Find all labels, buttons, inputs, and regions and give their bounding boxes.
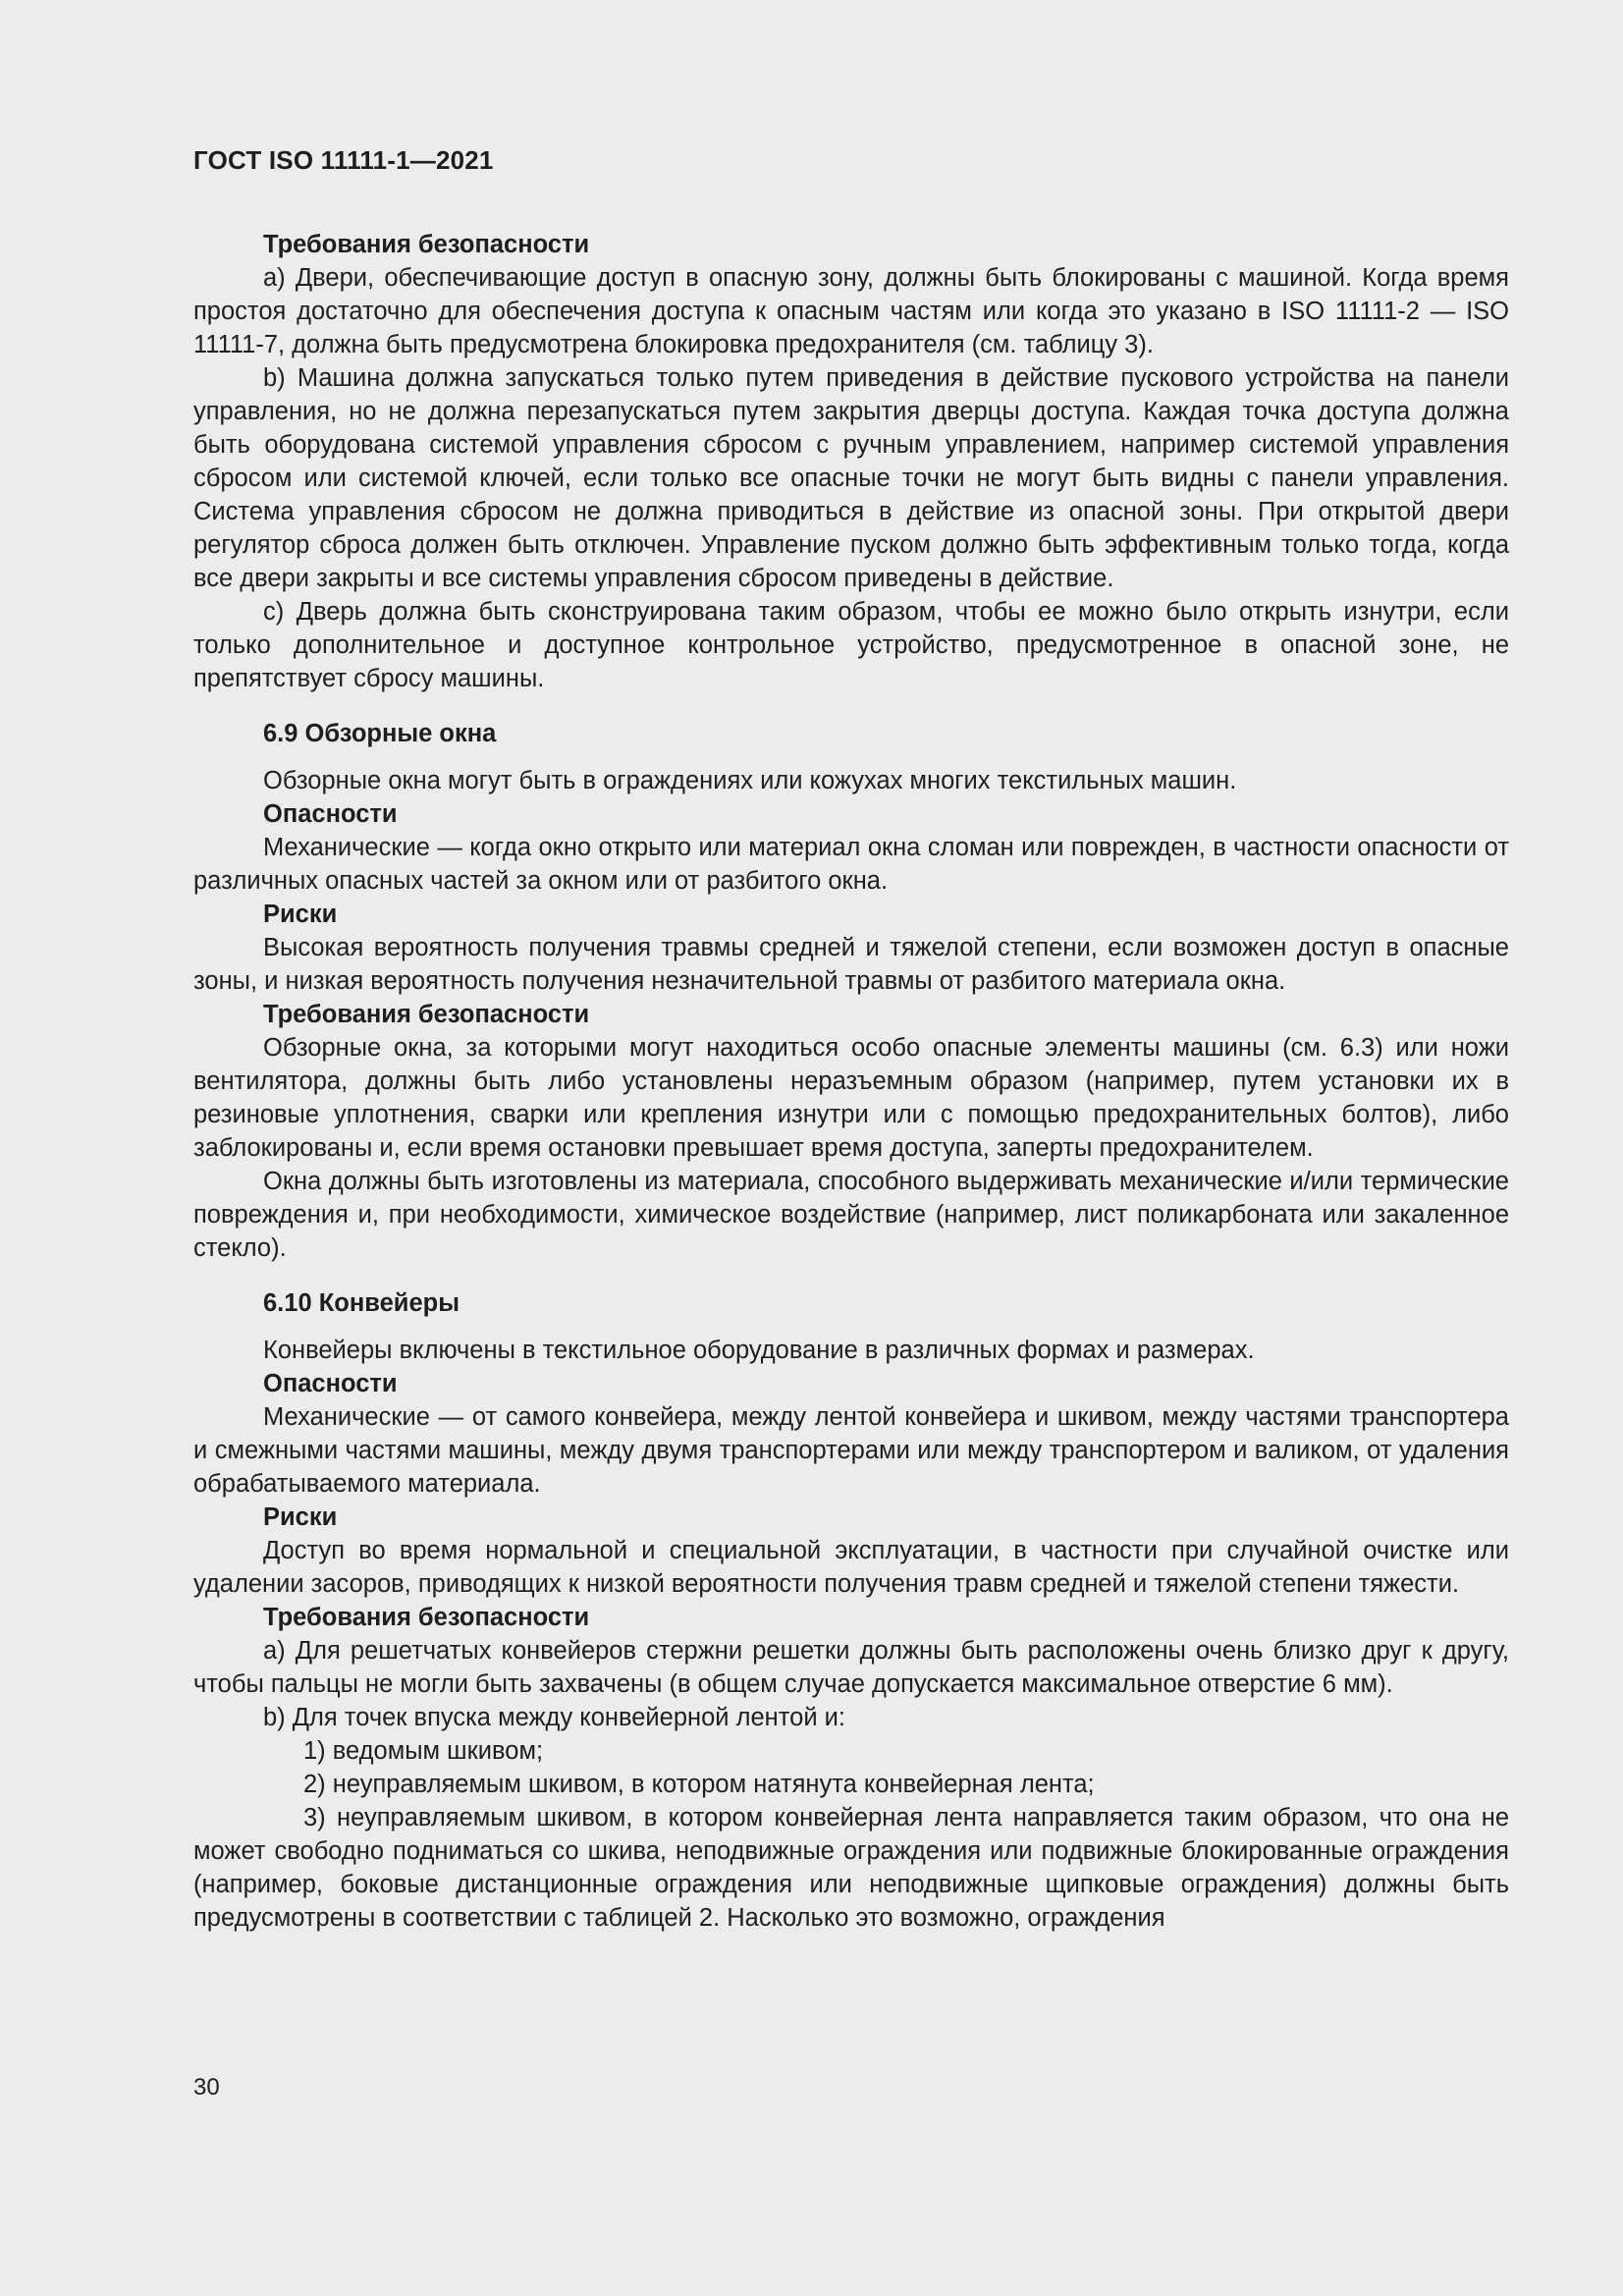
section-6-9-safety-heading: Требования безопасности bbox=[263, 1001, 590, 1028]
section-6-10-hazards-heading: Опасности bbox=[263, 1370, 398, 1397]
paragraph-a: a) Двери, обеспечивающие доступ в опасную зону, должны быть блокированы с машиной. Когда время простоя достаточно для обеспечения доступа к опасным частям или когда это указано в ISO 11111-2 — ISO 11111-7, должна быть предусмотрена блокировка предохранителя (см. таблицу 3). bbox=[193, 264, 1509, 358]
section-6-9-safety-2: Окна должны быть изготовлены из материала, способного выдерживать механические и/или термические повреждения и, при необходимости, химическое воздействие (например, лист поликарбоната или закаленное стекло). bbox=[193, 1168, 1509, 1262]
section-6-9-intro: Обзорные окна могут быть в ограждениях или кожухах многих текстильных машин. bbox=[263, 767, 1237, 794]
section-6-10-risks-heading: Риски bbox=[263, 1503, 338, 1531]
section-6-10-risks: Доступ во время нормальной и специальной эксплуатации, в частности при случайной очистке или удалении засоров, приводящих к низкой вероятности получения травм средней и тяжелой степени тяжести. bbox=[193, 1537, 1509, 1598]
section-6-9-risks-heading: Риски bbox=[263, 901, 338, 928]
section-6-10-item-b: b) Для точек впуска между конвейерной лентой и: bbox=[263, 1704, 845, 1731]
safety-requirements-heading: Требования безопасности bbox=[263, 231, 590, 258]
section-6-10-item-b3: 3) неуправляемым шкивом, в котором конвейерная лента направляется таким образом, что она не может свободно подниматься со шкива, неподвижные ограждения или подвижные блокированные ограждения (например, боковые дистанционные ограждения или неподвижные щипковые ограждения) должны быть предусмотрены в соответствии с таблицей 2. Насколько это возможно, ограждения bbox=[193, 1804, 1509, 1932]
section-6-9-safety-1: Обзорные окна, за которыми могут находиться особо опасные элементы машины (см. 6.3) или ножи вентилятора, должны быть либо установлены неразъемным образом (например, путем установки их в резиновые уплотнения, сварки или крепления изнутри или с помощью предохранительных болтов), либо заблокированы и, если время остановки превышает время доступа, заперты предохранителем. bbox=[193, 1034, 1509, 1162]
section-6-10-item-a: a) Для решетчатых конвейеров стержни решетки должны быть расположены очень близко друг к другу, чтобы пальцы не могли быть захвачены (в общем случае допускается максимальное отверстие 6 мм). bbox=[193, 1637, 1509, 1698]
paragraph-b: b) Машина должна запускаться только путем приведения в действие пускового устройства на панели управления, но не должна перезапускаться путем закрытия дверцы доступа. Каждая точка доступа должна быть оборудована системой управления сбросом с ручным управлением, например системой управления сбросом или системой ключей, если только все опасные точки не могут быть видны с панели управления. Система управления сбросом не должна приводиться в действие из опасной зоны. При открытой двери регулятор сброса должен быть отключен. Управление пуском должно быть эффективным только тогда, когда все двери закрыты и все системы управления сбросом приведены в действие. bbox=[193, 364, 1509, 592]
section-6-10-title: 6.10 Конвейеры bbox=[263, 1289, 460, 1317]
document-header: ГОСТ ISO 11111-1—2021 bbox=[193, 145, 494, 175]
section-6-10-safety-heading: Требования безопасности bbox=[263, 1604, 590, 1631]
document-body bbox=[193, 228, 1509, 1935]
section-6-10-item-b1: 1) ведомым шкивом; bbox=[303, 1737, 544, 1765]
section-6-10-hazards: Механические — от самого конвейера, между лентой конвейера и шкивом, между частями транспортера и смежными частями машины, между двумя транспортерами или между транспортером и валиком, от удаления обрабатываемого материала. bbox=[193, 1403, 1509, 1498]
section-6-9-risks: Высокая вероятность получения травмы средней и тяжелой степени, если возможен доступ в опасные зоны, и низкая вероятность получения незначительной травмы от разбитого материала окна. bbox=[193, 934, 1509, 995]
paragraph-c: c) Дверь должна быть сконструирована таким образом, чтобы ее можно было открыть изнутри, если только дополнительное и доступное контрольное устройство, предусмотренное в опасной зоне, не препятствует сбросу машины. bbox=[193, 598, 1509, 692]
section-6-10-item-b2: 2) неуправляемым шкивом, в котором натянута конвейерная лента; bbox=[303, 1771, 1095, 1798]
section-6-10-intro: Конвейеры включены в текстильное оборудование в различных формах и размерах. bbox=[263, 1337, 1255, 1364]
section-6-9-title: 6.9 Обзорные окна bbox=[263, 720, 497, 747]
section-6-9-hazards-heading: Опасности bbox=[263, 800, 398, 828]
page-number: 30 bbox=[193, 2074, 220, 2101]
section-6-9-hazards: Механические — когда окно открыто или материал окна сломан или поврежден, в частности опасности от различных опасных частей за окном или от разбитого окна. bbox=[193, 834, 1509, 895]
